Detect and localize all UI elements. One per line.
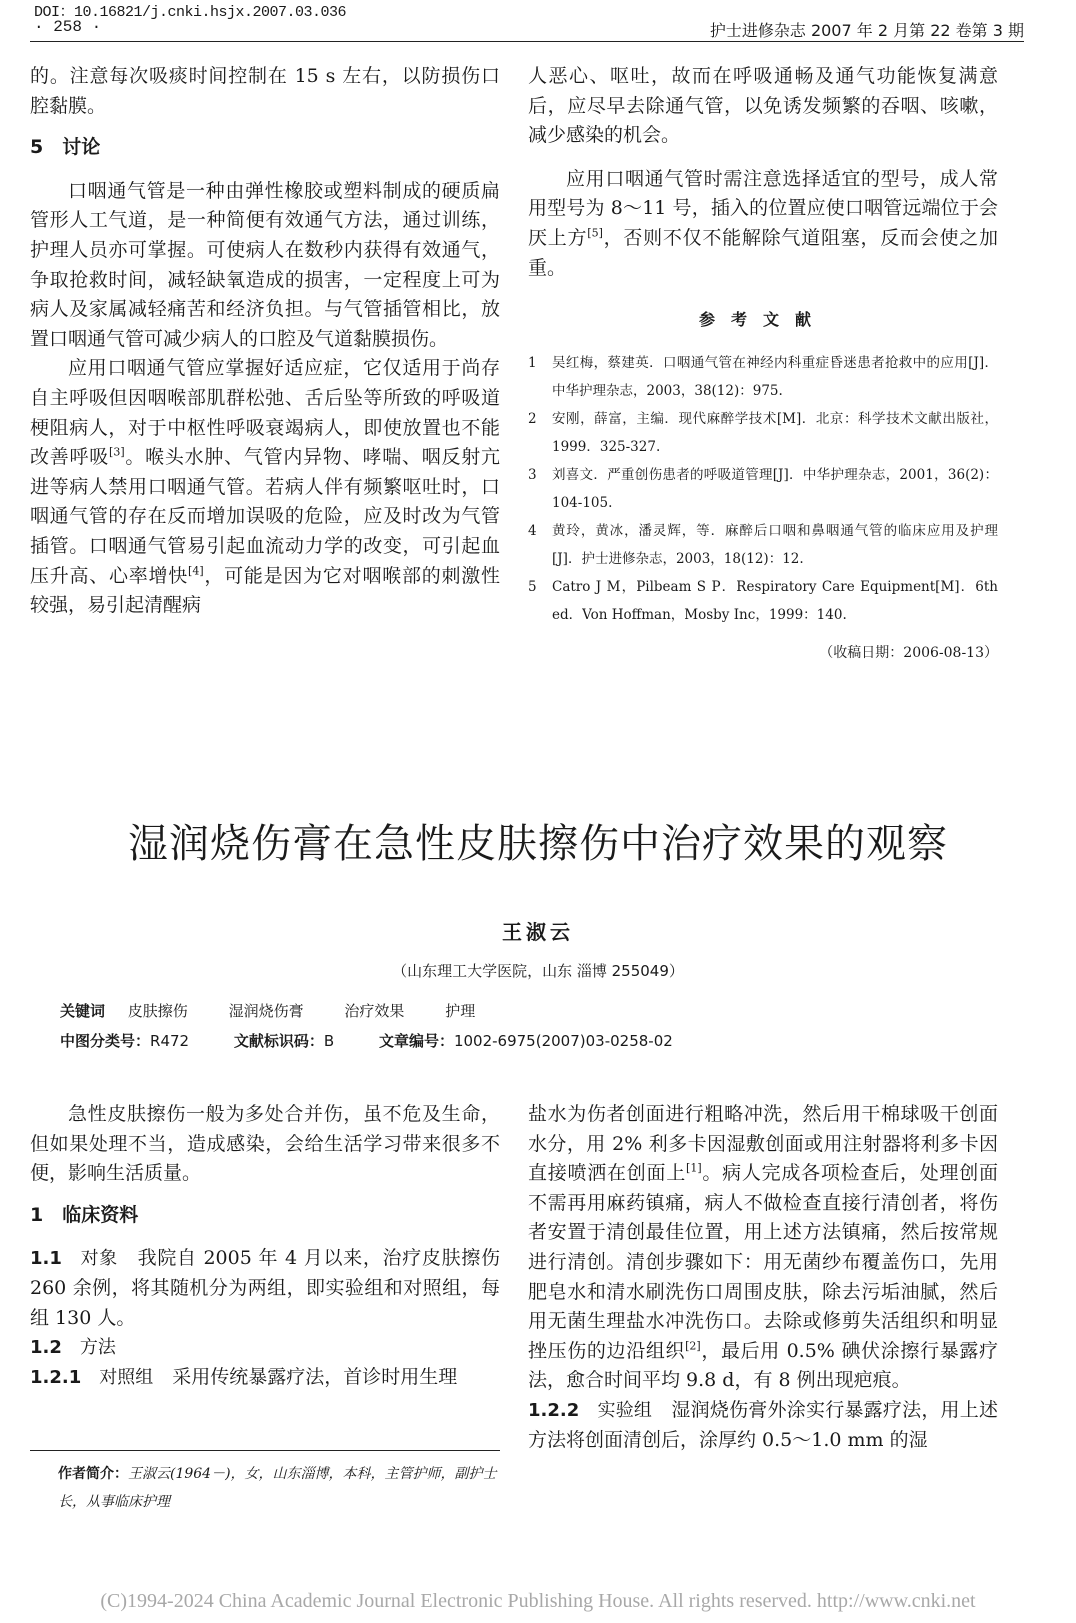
- footnote-label: 作者简介：: [58, 1466, 128, 1482]
- references-list: [528, 349, 998, 629]
- text-span: 盐水为伤者创面进行粗略冲洗，然后用干棉球吸干创面水分，用 2% 利多卡因湿敷创面或用注射器将利多卡因直接喷洒在创面上: [528, 1103, 998, 1185]
- text-span: 应用口咽通气管应掌握好适应症，它仅适用于尚存自主呼吸但因咽喉部肌群松弛、舌后坠等所致的呼吸道梗阻病人，对于中枢性呼吸衰竭病人，即使放置也不能改善呼吸: [30, 357, 500, 469]
- text-span: 。病人完成各项检查后，处理创面不需再用麻药镇痛，病人不做检查直接行清创者，将伤者安置于清创最佳位置，用上述方法镇痛，然后按常规进行清创。清创步骤如下：用无菌纱布覆盖伤口，先用肥皂水和清水刷洗伤口周围皮肤，除去污垢油腻，然后用无菌生理盐水冲洗伤口。去除或修剪失活组织和明显挫压伤的边沿组织: [528, 1162, 998, 1362]
- citation-ref: [3]: [109, 445, 125, 459]
- article-author: 王淑云: [502, 920, 574, 944]
- reference-text: Catro J M，Pilbeam S P．Respiratory Care Equipment[M]．6th ed．Von Hoffman，Mosby Inc，1999：140.: [552, 578, 998, 623]
- section-title: 临床资料: [62, 1203, 139, 1226]
- prev-article-right-column: [528, 62, 998, 668]
- subsection-title: 实验组: [597, 1399, 653, 1421]
- references-title: 参考文献: [698, 310, 827, 330]
- doi-line: DOI：10.16821/j.cnki.hsjx.2007.03.036: [34, 4, 347, 21]
- article-left-column: [30, 1100, 500, 1392]
- citation-ref: [1]: [686, 1161, 702, 1175]
- subsection-title: 方法: [79, 1337, 116, 1359]
- prev-right-paragraph-0: 人恶心、呕吐，故而在呼吸通畅及通气功能恢复满意后，应尽早去除通气管，以免诱发频繁的吞咽、咳嗽，减少感染的机会。: [528, 65, 998, 147]
- citation-ref: [2]: [685, 1339, 701, 1353]
- doc-code-value: B: [323, 1032, 335, 1050]
- section-5-heading: [30, 133, 500, 163]
- subsection-1-2-1: [30, 1363, 500, 1393]
- article-right-column: [528, 1100, 998, 1455]
- reference-number: 4: [528, 522, 537, 539]
- reference-text: 安刚，薛富，主编．现代麻醉学技术[M]．北京：科学技术文献出版社，1999．325-327.: [552, 410, 998, 455]
- received-date: （收稿日期：2006-08-13）: [819, 644, 998, 661]
- subsection-1-2: [30, 1333, 500, 1363]
- reference-text: 刘喜文．严重创伤患者的呼吸道管理[J]．中华护理杂志，2001，36(2)：104-105.: [552, 466, 998, 511]
- subsection-number: 1.2.2: [528, 1399, 580, 1421]
- subsection-title: 对象: [79, 1248, 118, 1270]
- reference-number: 5: [528, 578, 537, 595]
- citation-ref: [5]: [587, 226, 603, 240]
- article-no-label: 文章编号：: [378, 1032, 454, 1050]
- subsection-number: 1.1: [30, 1248, 62, 1270]
- author-affiliation: （山东理工大学医院，山东 淄博 255049）: [392, 962, 684, 980]
- journal-running-head: 护士进修杂志 2007 年 2 月第 22 卷第 3 期: [709, 21, 1024, 40]
- text-span: 。喉头水肿、气管内异物、哮喘、咽反射亢进等病人禁用口咽通气管。若病人伴有频繁呕吐时，口咽通气管的存在反而增加误吸的危险，应及时改为气管插管。口咽通气管易引起血流动力学的改变，可引起血压升高、心率增快: [30, 446, 500, 587]
- text-span: 我院自 2005 年 4 月以来，治疗皮肤擦伤 260 余例，将其随机分为两组，即实验组和对照组，每组 130 人。: [30, 1247, 500, 1329]
- prev-right-paragraph-1: [528, 165, 998, 283]
- subsection-number: 1.2: [30, 1337, 62, 1359]
- keyword: 湿润烧伤膏: [228, 1002, 304, 1020]
- article-no-value: 1002-6975(2007)03-0258-02: [453, 1032, 673, 1050]
- keyword: 护理: [445, 1002, 476, 1020]
- reference-number: 1: [528, 354, 537, 371]
- reference-text: 吴红梅，蔡建英．口咽通气管在神经内科重症昏迷患者抢救中的应用[J]．中华护理杂志，2003，38(12)：975.: [552, 354, 998, 399]
- control-group-paragraph: [528, 1100, 998, 1396]
- keyword: 皮肤擦伤: [127, 1002, 188, 1020]
- subsection-1-1: [30, 1244, 500, 1333]
- reference-text: 黄玲，黄冰，潘灵辉，等．麻醉后口咽和鼻咽通气管的临床应用及护理[J]．护士进修杂志，2003，18(12)：12.: [552, 522, 998, 567]
- text-span: ，最后用 0.5% 碘伏涂擦行暴露疗法，愈合时间平均 9.8 d，有 8 例出现疤痕。: [528, 1339, 998, 1392]
- keywords-line: [60, 1000, 511, 1021]
- section-title: 讨论: [62, 136, 101, 159]
- header-rule: [30, 41, 1024, 42]
- article-title: 湿润烧伤膏在急性皮肤擦伤中治疗效果的观察: [128, 821, 948, 867]
- text-span: ，否则不仅不能解除气道阻塞，反而会使之加重。: [528, 226, 998, 279]
- copyright-watermark: (C)1994-2024 China Academic Journal Electronic Publishing House. All rights reserved. http://www.cnki.net: [100, 1590, 976, 1612]
- reference-number: 3: [528, 466, 537, 483]
- subsection-number: 1.2.1: [30, 1366, 82, 1388]
- prev-article-left-column: [30, 62, 500, 621]
- section-number: 5: [30, 136, 44, 159]
- section-1-heading: [30, 1201, 500, 1231]
- reference-number: 2: [528, 410, 537, 427]
- page-number: · 258 ·: [34, 18, 102, 36]
- reference-item: [528, 349, 998, 405]
- footnote-rule: [30, 1450, 500, 1451]
- reference-item: [528, 573, 998, 629]
- section-number: 1: [30, 1203, 44, 1226]
- reference-item: [528, 517, 998, 573]
- clc-value: R472: [150, 1032, 190, 1050]
- prev-paragraph-continued: 的。注意每次吸痰时间控制在 15 s 左右，以防损伤口腔黏膜。: [30, 65, 500, 117]
- discussion-paragraph-1: 口咽通气管是一种由弹性橡胶或塑料制成的硬质扁管形人工气道，是一种简便有效通气方法，通过训练，护理人员亦可掌握。可使病人在数秒内获得有效通气，争取抢救时间，减轻缺氧造成的损害，一定程度上可为病人及家属减轻痛苦和经济负担。与气管插管相比，放置口咽通气管可减少病人的口腔及气道黏膜损伤。: [30, 179, 500, 350]
- text-span: 采用传统暴露疗法，首诊时用生理: [172, 1365, 458, 1388]
- reference-item: [528, 461, 998, 517]
- classification-line: [60, 1030, 673, 1051]
- doc-code-label: 文献标识码：: [233, 1032, 324, 1050]
- citation-ref: [4]: [188, 564, 204, 578]
- text-span: 应用口咽通气管时需注意选择适宜的型号，成人常用型号为 8～11 号，插入的位置应使口咽管远端位于会厌上方: [528, 167, 998, 249]
- text-span: 湿润烧伤膏外涂实行暴露疗法，用上述方法将创面清创后，涂厚约 0.5～1.0 mm 的湿: [528, 1398, 998, 1451]
- keyword: 治疗效果: [344, 1002, 405, 1020]
- subsection-1-2-2: [528, 1396, 998, 1455]
- text-span: ，可能是因为它对咽喉部的刺激性较强，易引起清醒病: [30, 564, 500, 617]
- keywords-label: 关键词: [60, 1002, 106, 1020]
- clc-label: 中图分类号：: [60, 1032, 151, 1050]
- intro-paragraph: 急性皮肤擦伤一般为多处合并伤，虽不危及生命，但如果处理不当，造成感染，会给生活学习带来很多不便，影响生活质量。: [30, 1103, 500, 1185]
- discussion-paragraph-2: [30, 354, 500, 620]
- reference-item: [528, 405, 998, 461]
- subsection-title: 对照组: [99, 1366, 154, 1388]
- author-footnote: [30, 1460, 500, 1516]
- footnote-text: 王淑云(1964－)，女，山东淄博，本科，主管护师，副护士长，从事临床护理: [58, 1466, 497, 1510]
